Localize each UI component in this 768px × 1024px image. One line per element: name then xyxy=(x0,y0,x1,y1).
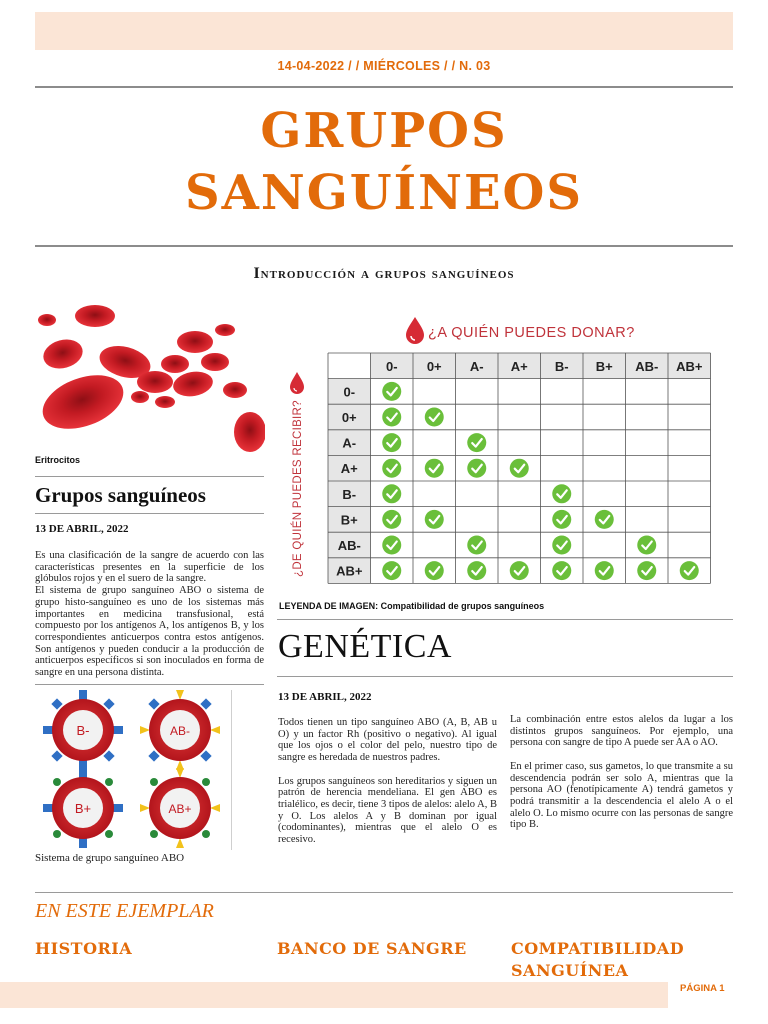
blood-groups-date: 13 DE ABRIL, 2022 xyxy=(35,523,129,535)
main-title xyxy=(0,100,768,225)
check-icon-circle xyxy=(425,510,444,529)
check-icon-circle xyxy=(595,510,614,529)
header-band xyxy=(35,12,733,50)
abo-caption: Sistema de grupo sanguíneo ABO xyxy=(35,852,185,864)
check-icon-circle xyxy=(425,408,444,427)
check-icon xyxy=(467,536,486,555)
check-icon xyxy=(425,510,444,529)
column-header-5: B+ xyxy=(595,358,613,374)
abo-cell-b-pos xyxy=(43,768,123,848)
check-icon-circle xyxy=(552,561,571,580)
check-icon-circle xyxy=(680,561,699,580)
check-icon-circle xyxy=(382,408,401,427)
check-icon xyxy=(382,561,401,580)
abo-cell-ab-pos xyxy=(140,768,220,848)
check-icon-circle xyxy=(637,561,656,580)
abo-label-1: B- xyxy=(76,723,90,738)
column-header-6: AB- xyxy=(635,358,659,374)
check-icon xyxy=(382,510,401,529)
check-icon-circle xyxy=(467,536,486,555)
abo-label-2: AB- xyxy=(169,724,191,738)
chart-side-title: ¿DE QUIÉN PUEDES RECIBIR? xyxy=(292,400,304,577)
check-icon-circle xyxy=(425,459,444,478)
erythrocytes-caption: Eritrocitos xyxy=(35,455,81,465)
left-rule-1 xyxy=(35,476,264,477)
row-header-5: B+ xyxy=(340,512,358,528)
row-header-0: 0- xyxy=(343,384,356,400)
check-icon xyxy=(382,459,401,478)
check-icon-circle xyxy=(510,561,529,580)
check-icon-circle xyxy=(382,484,401,503)
check-icon-circle xyxy=(467,433,486,452)
row-header-3: A+ xyxy=(340,461,358,477)
check-icon xyxy=(595,510,614,529)
abo-divider xyxy=(231,690,232,850)
check-icon-circle xyxy=(552,510,571,529)
check-icon-circle xyxy=(425,561,444,580)
check-icon xyxy=(552,561,571,580)
genetics-column-2 xyxy=(510,714,733,831)
genetics-heading: GENÉTICA xyxy=(278,628,452,665)
footer-link-compatibilidad-line1: COMPATIBILIDAD xyxy=(511,939,685,958)
check-icon-circle xyxy=(382,510,401,529)
check-icon-circle xyxy=(552,536,571,555)
check-icon-circle xyxy=(382,561,401,580)
column-header-7: AB+ xyxy=(676,358,703,374)
check-icon-circle xyxy=(637,536,656,555)
check-icon xyxy=(552,484,571,503)
column-header-2: A- xyxy=(469,358,484,374)
check-icon xyxy=(552,536,571,555)
footer-link-historia[interactable]: HISTORIA xyxy=(35,939,133,958)
row-header-2: A- xyxy=(342,435,357,451)
footer-band xyxy=(0,982,668,1008)
receive-title-drop-icon xyxy=(290,372,304,394)
check-icon xyxy=(425,408,444,427)
chart-title: ¿A QUIÉN PUEDES DONAR? xyxy=(428,325,635,341)
section-subtitle: Introducción a grupos sanguíneos xyxy=(253,265,515,282)
check-icon xyxy=(382,382,401,401)
check-icon-circle xyxy=(382,382,401,401)
row-header-6: AB- xyxy=(337,538,361,553)
check-icon-circle xyxy=(467,459,486,478)
check-icon xyxy=(595,561,614,580)
chart-caption: LEYENDA DE IMAGEN: Compatibilidad de grupos sanguíneos xyxy=(279,601,545,611)
in-this-issue-heading: EN ESTE EJEMPLAR xyxy=(35,900,214,922)
footer-link-compatibilidad[interactable] xyxy=(511,938,684,982)
erythrocytes-image xyxy=(35,302,265,452)
check-icon-circle xyxy=(595,561,614,580)
check-icon xyxy=(510,561,529,580)
abo-cell-ab-neg xyxy=(140,690,220,770)
footer-link-banco-de-sangre[interactable]: BANCO DE SANGRE xyxy=(277,939,467,958)
main-title-line2: SANGUÍNEOS xyxy=(184,165,584,222)
check-icon xyxy=(467,561,486,580)
footer-link-compatibilidad-line2: SANGUÍNEA xyxy=(511,961,629,980)
genetics-date: 13 DE ABRIL, 2022 xyxy=(278,691,372,703)
column-header-4: B- xyxy=(554,358,569,374)
column-header-1: 0+ xyxy=(426,358,442,374)
row-header-1: 0+ xyxy=(341,410,357,425)
issue-dateline: 14-04-2022 / / MIÉRCOLES / / N. 03 xyxy=(277,59,491,73)
check-icon-circle xyxy=(382,433,401,452)
check-icon xyxy=(510,459,529,478)
row-header-7: AB+ xyxy=(336,563,363,579)
blood-groups-paragraph-1: Es una clasificación de la sangre de acuerdo con las características presentes en la superficie de los glóbulos rojos y en el suero de la sangre. xyxy=(35,550,264,585)
abo-label-4: AB+ xyxy=(168,802,192,816)
column-header-0: 0- xyxy=(385,358,398,374)
check-icon xyxy=(637,536,656,555)
check-icon xyxy=(425,561,444,580)
compatibility-chart xyxy=(280,305,713,587)
check-icon-circle xyxy=(510,459,529,478)
blood-groups-paragraph-2: El sistema de grupo sanguíneo ABO o sistema de grupo histo-sanguíneo es uno de los sistemas más importantes en medicina transfusional, está compuesto por los antígenos A, los antígenos B, y los correspondientes anticuerpos contra estos antígenos. Son antígenos y pueden conducir a la producción de anticuerpos específicos si son inoculados en forma de sangre en una persona distinta. xyxy=(35,585,264,679)
check-icon xyxy=(637,561,656,580)
check-icon xyxy=(467,459,486,478)
check-icon xyxy=(382,408,401,427)
row-header-4: B- xyxy=(342,486,357,502)
blood-groups-heading: Grupos sanguíneos xyxy=(35,483,206,507)
donate-title-drop-icon xyxy=(406,317,424,344)
check-icon xyxy=(552,510,571,529)
check-icon xyxy=(467,433,486,452)
check-icon xyxy=(680,561,699,580)
paragraph-gap xyxy=(278,764,497,776)
check-icon-circle xyxy=(382,459,401,478)
genetics-column-1 xyxy=(278,717,497,846)
genetics-col1-paragraph-1: Todos tienen un tipo sanguíneo ABO (A, B, AB u O) y un factor Rh (positivo o negativo). Al igual que los ojos o el color del pelo, nuestro tipo de sangre es heredada de nuestros padres. xyxy=(278,717,497,764)
left-rule-2 xyxy=(35,513,264,514)
check-icon-circle xyxy=(552,484,571,503)
main-title-line1: GRUPOS xyxy=(260,103,508,159)
right-rule-1 xyxy=(277,619,733,620)
check-icon-circle xyxy=(382,536,401,555)
genetics-col2-paragraph-2: En el primer caso, sus gametos, lo que transmite a su descendencia podrán ser solo A, mientras que la persona AO (fenotípicamente A) tendrá gametos y podrá transmitir a la descendencia el alelo A o el alelo O. Lo mismo ocurre con las personas de sangre tipo B. xyxy=(510,760,733,831)
abo-cell-b-neg xyxy=(43,690,123,770)
check-icon xyxy=(382,484,401,503)
title-rule xyxy=(35,245,733,247)
check-icon xyxy=(382,536,401,555)
footer-rule xyxy=(35,892,733,893)
chart-grid xyxy=(328,353,711,583)
check-icon xyxy=(382,433,401,452)
genetics-col1-paragraph-2: Los grupos sanguíneos son hereditarios y siguen un patrón de herencia mendeliana. El gen ABO es trialélico, es decir, tiene 3 tipos de alelos: alelo A, B y O. Los alelos A y B dominan por igual (codominantes), mientras que el alelo O es recesivo. xyxy=(278,775,497,846)
genetics-col2-paragraph-1: La combinación entre estos alelos da lugar a los distintos grupos sanguíneos. Por ejemplo, una persona con sangre de tipo A puede ser AA o AO. xyxy=(510,714,733,749)
paragraph-gap xyxy=(510,749,733,761)
abo-label-3: B+ xyxy=(74,801,92,816)
blood-groups-text xyxy=(35,550,264,679)
column-header-3: A+ xyxy=(510,358,528,374)
check-icon xyxy=(425,459,444,478)
right-rule-2 xyxy=(277,676,733,677)
left-rule-3 xyxy=(35,684,264,685)
header-rule xyxy=(35,86,733,88)
check-icon-circle xyxy=(467,561,486,580)
page-number: PÁGINA 1 xyxy=(680,983,725,994)
abo-system-image xyxy=(35,690,230,850)
